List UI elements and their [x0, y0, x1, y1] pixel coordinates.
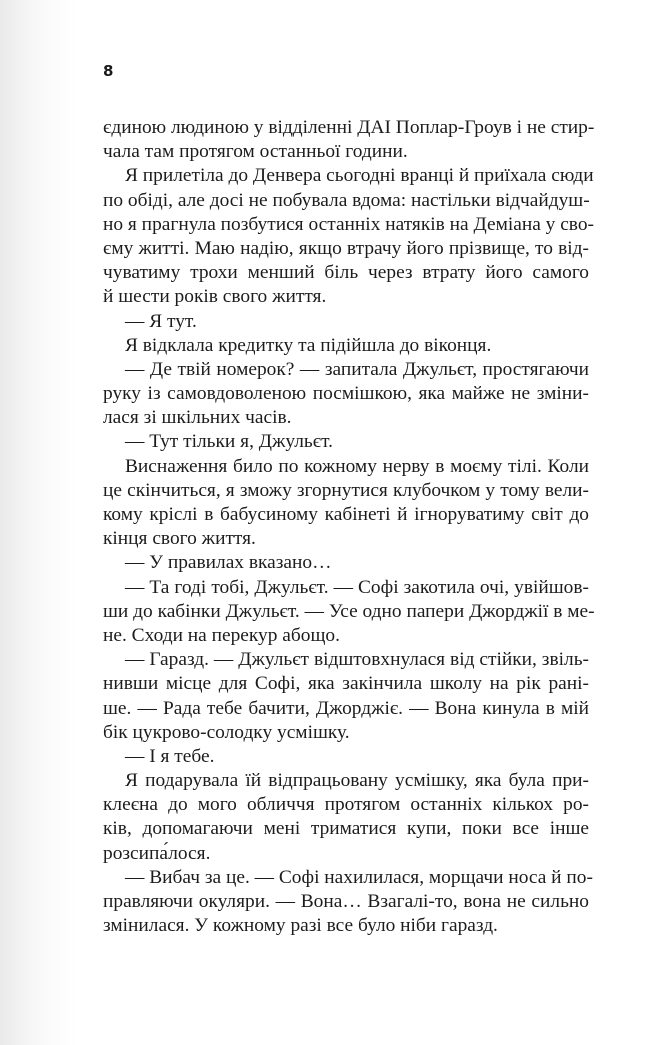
text-line: розсипа́лося. — [103, 842, 211, 864]
text-line: ше. — Рада тебе бачити, Джорджіє. — Вона кинула в мій — [103, 697, 589, 719]
text-line: ків, допомагаючи мені триматися купи, поки все інше — [103, 818, 589, 840]
text-line: руку із самовдоволеною посмішкою, яка майже не зміни- — [103, 383, 589, 405]
body-text — [103, 116, 595, 938]
text-line: кому кріслі в бабусиному кабінеті й ігноруватиму світ до — [103, 504, 589, 525]
text-line: це скінчиться, я зможу згорнутися клубочком у тому вели- — [103, 479, 589, 501]
text-line: — Де твій номерок? — запитала Джульєт, простягаючи — [125, 358, 589, 380]
page-number: 8 — [103, 62, 114, 80]
text-line: Я подарувала їй відпрацьовану усмішку, яка була при- — [125, 770, 589, 792]
text-line: чала там протягом останньої години. — [103, 141, 408, 163]
text-line: по обіді, але досі не побувала вдома: настільки відчайдуш- — [103, 189, 590, 211]
text-line: — Гаразд. — Джульєт відштовхнулася від стійки, звіль- — [125, 649, 589, 671]
text-line: не. Сходи на перекур абощо. — [103, 624, 340, 646]
text-line: — І я тебе. — [125, 745, 215, 767]
text-line: єму житті. Маю надію, якщо втрачу його прізвище, то від- — [103, 237, 589, 259]
text-line: клеєна до мого обличчя протягом останніх кількох ро- — [103, 794, 589, 816]
text-line: — Та годі тобі, Джульєт. — Софі закотила очі, увійшов- — [125, 576, 589, 598]
text-line: — Тут тільки я, Джульєт. — [125, 431, 333, 453]
text-line: кінця свого життя. — [103, 528, 256, 550]
text-line: но я прагнула позбутися останніх натяків на Деміана у сво- — [103, 213, 594, 235]
text-line: бік цукрово-солодку усмішку. — [103, 721, 350, 743]
text-line: лася зі шкільних часів. — [103, 407, 292, 429]
text-line: — Я тут. — [125, 310, 197, 332]
text-line: Я відклала кредитку та підійшла до віконця. — [125, 334, 492, 356]
text-line: й шести років свого життя. — [103, 286, 327, 308]
text-line: чуватиму трохи менший біль через втрату його самого — [103, 262, 589, 284]
text-line: — У правилах вказано… — [125, 552, 332, 574]
text-line: Я прилетіла до Денвера сьогодні вранці й приїхала сюди — [125, 165, 594, 187]
text-line: — Вибач за це. — Софі нахилилася, морщачи носа й по- — [125, 866, 593, 888]
text-line: нивши місце для Софі, яка закінчила школу на рік рані- — [103, 673, 589, 695]
text-line: правляючи окуляри. — Вона… Взагалі-то, вона не сильно — [103, 891, 589, 912]
text-line: Виснаження било по кожному нерву в моєму тілі. Коли — [125, 455, 589, 477]
text-line: ши до кабінки Джульєт. — Усе одно папери Джорджії в ме- — [103, 600, 595, 622]
text-line: змінилася. У кожному разі все було ніби гаразд. — [103, 915, 498, 937]
text-line: єдиною людиною у відділенні ДАІ Поплар-Гроув і не стир- — [103, 117, 595, 138]
